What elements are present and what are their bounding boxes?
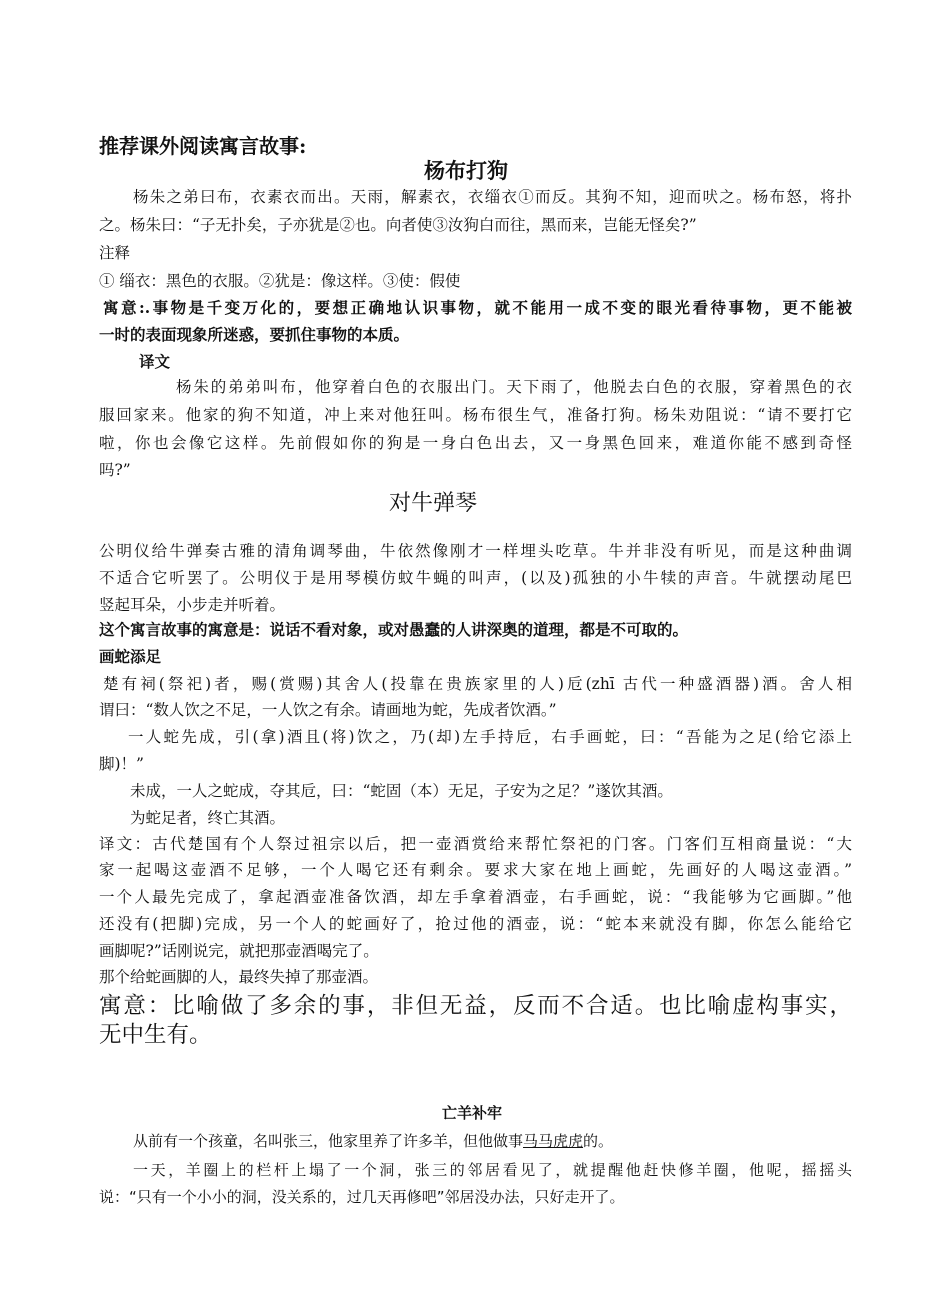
huashe-text-line: 为蛇足者，终亡其酒。 [130,809,286,827]
duiniu-text-line: 竖起耳朵，小步走并听着。 [99,596,286,614]
yangbu-translation-line: 吗?” [99,461,131,479]
story-title-duiniu: 对牛弹琴 [389,491,478,516]
yangbu-notes-label: 注释 [99,244,131,262]
huashe-translation-line: 家一起喝这壶酒不足够，一个人喝它还有剩余。要求大家在地上画蛇，先画好的人喝这壶酒。” [99,861,852,879]
yangbu-notes: ① 缁衣：黑色的衣服。②犹是：像这样。③使：假使 [99,272,461,290]
wangyang-underlined-phrase: 马马虎虎 [523,1132,584,1150]
wangyang-text-part: 的。 [583,1132,614,1150]
huashe-translation-line: 画脚呢?”话刚说完，就把那壶酒喝完了。 [99,942,379,960]
huashe-text-line: 一人蛇先成，引(拿)酒且(将)饮之，乃(却)左手持卮，右手画蛇，曰：“吾能为之足(给它添上 [128,728,852,746]
wangyang-text-part: 从前有一个孩童，名叫张三，他家里养了许多羊，但他做事 [133,1132,524,1150]
huashe-translation-line: 那个给蛇画脚的人，最终失掉了那壶酒。 [99,968,379,986]
yangbu-moral-line: 一时的表面现象所迷惑，要抓住事物的本质。 [99,325,410,344]
duiniu-text-line: 公明仪给牛弹奏古雅的清角调琴曲，牛依然像刚才一样埋头吃草。牛并非没有听见，而是这种曲调 [99,542,852,560]
huashe-text-line: 谓曰：“数人饮之不足，一人饮之有余。请画地为蛇，先成者饮酒。” [99,701,557,719]
duiniu-text-line: 不适合它听罢了。公明仪于是用琴模仿蚊牛蝇的叫声，(以及)孤独的小牛犊的声音。牛就摆动尾巴 [99,569,852,587]
yangbu-moral-line: 寓意:.事物是千变万化的，要想正确地认识事物，就不能用一成不变的眼光看待事物，更不能被 [103,298,852,317]
huashe-translation-line: 还没有(把脚)完成，另一个人的蛇画好了，抢过他的酒壶，说：“蛇本来就没有脚，你怎么能给它 [99,915,852,933]
yangbu-text-line: 杨朱之弟曰布，衣素衣而出。天雨，解素衣，衣缁衣①而反。其狗不知，迎而吠之。杨布怒，将扑 [133,188,852,206]
yangbu-translation-line: 杨朱的弟弟叫布，他穿着白色的衣服出门。天下雨了，他脱去白色的衣服，穿着黑色的衣 [176,378,852,396]
yangbu-translation-label: 译文 [139,352,171,371]
wangyang-text-line: 说：“只有一个小小的洞，没关系的，过几天再修吧”邻居没办法，只好走开了。 [99,1188,625,1206]
huashe-text-line: 脚)！” [99,755,144,773]
yangbu-text-line: 之。杨朱曰：“子无扑矣，子亦犹是②也。向者使③汝狗白而往，黑而来，岂能无怪矣?” [99,216,697,234]
wangyang-text-line: 一天，羊圈上的栏杆上塌了一个洞，张三的邻居看见了，就提醒他赶快修羊圈，他呢，摇摇头 [133,1161,852,1179]
story-title-wangyang: 亡羊补牢 [442,1104,503,1122]
huashe-text-line: 楚有祠(祭祀)者，赐(赏赐)其舍人(投靠在贵族家里的人)卮(zhī 古代一种盛酒器)酒。舍人相 [103,675,852,693]
page-heading: 推荐课外阅读寓言故事: [99,134,307,158]
huashe-moral-line: 寓意：比喻做了多余的事，非但无益，反而不合适。也比喻虚构事实， [99,993,852,1019]
story-title-huashe: 画蛇添足 [99,647,162,666]
duiniu-moral: 这个寓言故事的寓意是：说话不看对象，或对愚蠢的人讲深奥的道理，都是不可取的。 [99,620,689,639]
huashe-translation-line: 译文：古代楚国有个人祭过祖宗以后，把一壶酒赏给来帮忙祭祀的门客。门客们互相商量说：“大 [99,835,852,853]
huashe-translation-line: 一个人最先完成了，拿起酒壶准备饮酒，却左手拿着酒壶，右手画蛇，说：“我能够为它画脚。”他 [99,888,852,906]
huashe-text-line: 未成，一人之蛇成，夺其卮，曰：“蛇固（本）无足，子安为之足？”遂饮其酒。 [130,782,673,800]
yangbu-translation-line: 服回家来。他家的狗不知道，冲上来对他狂叫。杨布很生气，准备打狗。杨朱劝阻说：“请不要打它 [99,406,852,424]
wangyang-text-line [133,1131,613,1151]
yangbu-translation-line: 啦，你也会像它这样。先前假如你的狗是一身白色出去，又一身黑色回来，难道你能不感到奇怪 [99,434,852,452]
story-title-yangbu: 杨布打狗 [424,158,508,183]
huashe-moral-line: 无中生有。 [99,1022,212,1048]
